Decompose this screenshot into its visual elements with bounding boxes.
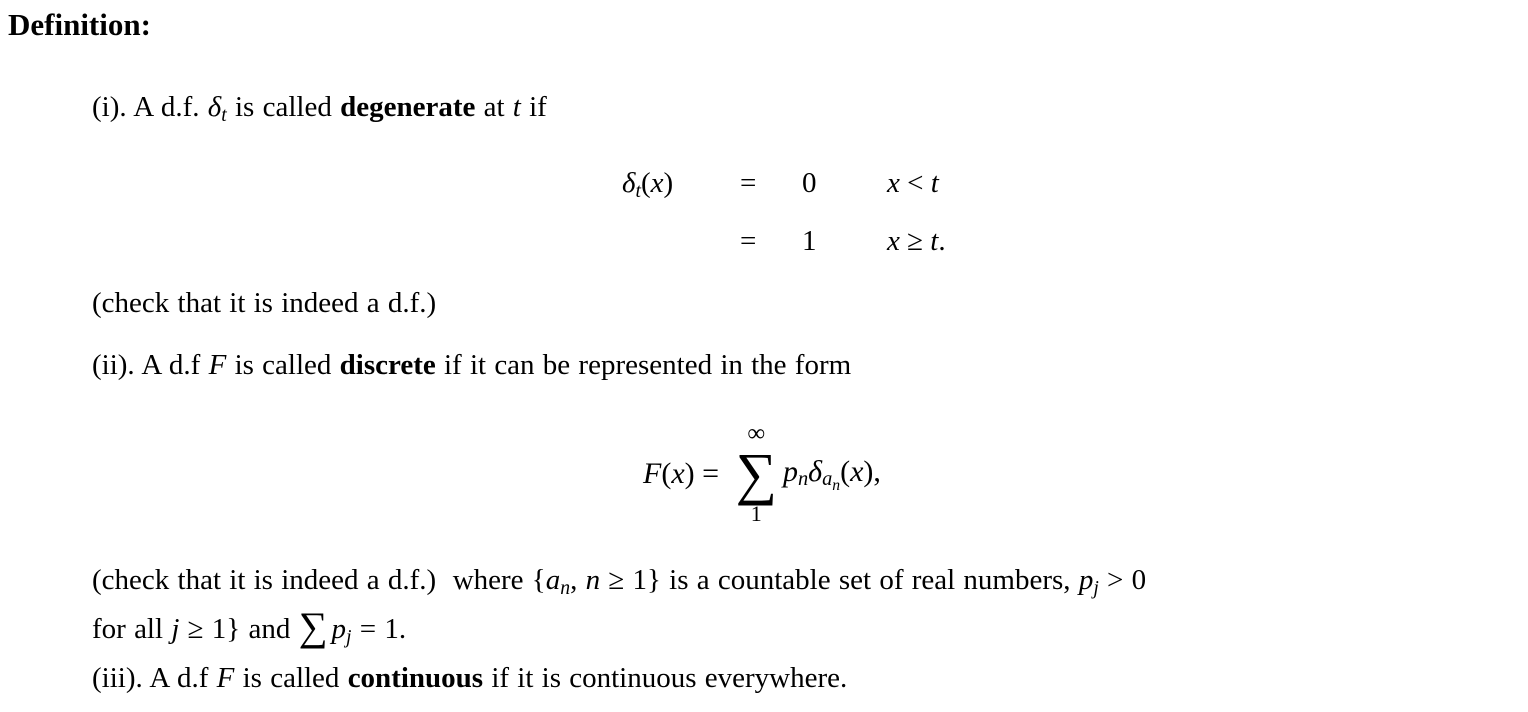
- text-segment-t: (: [840, 454, 851, 488]
- text-segment-t: (: [640, 167, 651, 199]
- text-segment-is: j: [346, 625, 352, 648]
- text-segment-t: is called: [234, 662, 348, 694]
- text-segment-t: ,: [570, 564, 586, 596]
- eq1-equals-row2: =: [740, 225, 757, 257]
- text-segment-i: x: [887, 167, 900, 199]
- text-segment-is: j: [1093, 576, 1099, 599]
- eq1-equals-row1: =: [740, 167, 757, 199]
- eq2-rhs: [783, 455, 881, 494]
- text-segment-is: t: [635, 179, 641, 202]
- definition-heading: Definition:: [8, 7, 151, 42]
- text-segment-t: <: [899, 167, 931, 199]
- text-segment-i: x: [887, 225, 900, 257]
- text-segment-t: is called: [226, 91, 341, 123]
- sum-upper-limit: ∞: [747, 420, 766, 447]
- countable-set-paragraph-line2: [92, 604, 407, 650]
- text-segment-i: δ: [808, 454, 823, 488]
- eq1-spacer: [622, 214, 740, 269]
- text-segment-i: j: [171, 613, 180, 645]
- eq1-condition-row1: [887, 156, 946, 214]
- text-segment-i: F: [216, 662, 235, 694]
- text-segment-t: (check that it is indeed a d.f.) where {: [92, 564, 546, 596]
- check-note: (check that it is indeed a d.f.): [92, 287, 437, 319]
- definition-item-ii: [92, 349, 851, 381]
- text-segment-is: n: [797, 468, 809, 491]
- degenerate-equation: [622, 156, 946, 269]
- text-segment-t: (ii). A d.f: [92, 349, 209, 381]
- text-segment-t: at: [475, 91, 513, 123]
- text-segment-i: δ: [622, 167, 636, 199]
- eq1-value-row2: 1: [802, 225, 817, 257]
- text-segment-i: t: [930, 225, 939, 257]
- text-segment-i: F: [643, 457, 662, 490]
- text-segment-sum: ∑: [298, 604, 328, 650]
- text-segment-i: x: [671, 457, 685, 490]
- eq2-lhs: [643, 457, 727, 491]
- text-segment-i: p: [1078, 564, 1094, 596]
- text-segment-is: t: [221, 103, 227, 126]
- text-segment-t: > 0: [1098, 564, 1147, 596]
- text-segment-t: ): [663, 167, 674, 199]
- text-segment-i: p: [331, 613, 347, 645]
- text-segment-i: a: [545, 564, 561, 596]
- text-segment-is: n: [560, 576, 571, 599]
- text-segment-b: continuous: [347, 662, 484, 694]
- text-segment-i: t: [512, 91, 521, 123]
- text-segment-t: is called: [226, 349, 340, 381]
- text-segment-t: (iii). A d.f: [92, 662, 217, 694]
- discrete-sum-equation: [643, 421, 881, 527]
- definition-item-i: [92, 91, 547, 126]
- text-segment-t: (: [661, 457, 672, 490]
- text-segment-t: ≥ 1} is a countable set of real numbers,: [600, 564, 1079, 596]
- eq1-value-row1: 0: [802, 167, 817, 199]
- text-segment-t: ) =: [684, 457, 727, 490]
- eq1-condition-row2: [887, 214, 946, 269]
- countable-set-paragraph-line1: [92, 564, 1146, 599]
- sum-sigma-glyph: ∑: [735, 441, 777, 506]
- text-segment-t: if: [520, 91, 547, 123]
- text-segment-t: ≥ 1} and: [179, 613, 299, 645]
- summation-symbol: [736, 421, 777, 527]
- text-segment-t: .: [938, 225, 946, 257]
- text-segment-i: F: [208, 349, 227, 381]
- text-segment-b: discrete: [339, 349, 436, 381]
- text-segment-t: if it can be represented in the form: [435, 349, 852, 381]
- eq1-lhs: [622, 156, 740, 214]
- text-segment-i: x: [650, 167, 664, 199]
- text-segment-t: ≥: [899, 225, 931, 257]
- text-segment-i: n: [585, 564, 601, 596]
- text-segment-t: (i). A d.f.: [92, 91, 208, 123]
- text-segment-i: x: [850, 454, 864, 488]
- text-segment-t: = 1.: [351, 613, 407, 645]
- text-segment-t: ),: [863, 454, 881, 488]
- text-segment-is: a: [822, 468, 833, 491]
- definition-item-iii: [92, 662, 847, 694]
- text-segment-t: for all: [92, 613, 172, 645]
- sum-lower-limit: 1: [750, 501, 762, 526]
- text-segment-t: if it is continuous everywhere.: [483, 662, 848, 694]
- text-segment-iss: n: [832, 477, 841, 495]
- text-segment-i: p: [782, 454, 798, 488]
- text-segment-b: degenerate: [340, 91, 476, 123]
- text-segment-i: t: [930, 167, 939, 199]
- text-segment-i: δ: [207, 91, 222, 123]
